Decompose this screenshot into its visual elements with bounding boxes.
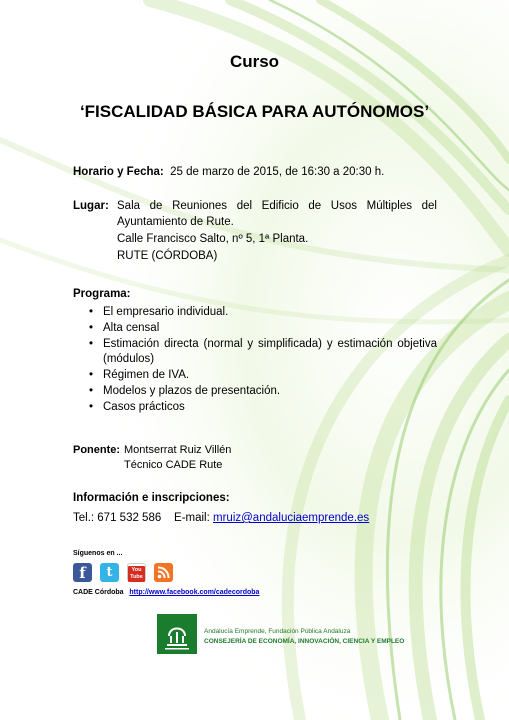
junta-andalucia-emblem-icon — [157, 614, 197, 654]
email-label: E-mail: — [174, 512, 210, 524]
course-kicker: Curso — [229, 52, 280, 71]
speaker-name: Montserrat Ruiz Villén — [124, 444, 232, 456]
contact-line — [73, 512, 369, 524]
program-item-continuation: (módulos) — [103, 353, 155, 365]
twitter-icon[interactable]: t — [100, 563, 119, 582]
follow-us-label: Síguenos en ... — [73, 550, 123, 557]
schedule-label: Horario y Fecha: — [73, 166, 164, 178]
contact-label: Información e inscripciones: — [73, 492, 230, 504]
cade-label: CADE Córdoba — [73, 589, 124, 596]
schedule-value: 25 de marzo de 2015, de 16:30 a 20:30 h. — [170, 166, 385, 178]
program-item: • Modelos y plazos de presentación. — [103, 385, 280, 397]
cade-line — [73, 589, 259, 596]
location-line-4: RUTE (CÓRDOBA) — [117, 250, 218, 262]
rss-icon[interactable] — [154, 563, 173, 582]
facebook-icon[interactable]: f — [73, 563, 92, 582]
program-item: • Estimación directa (normal y simplificada) y estimación objetiva — [103, 338, 437, 350]
youtube-icon-text: You Tube — [128, 566, 145, 582]
program-item: • Casos prácticos — [103, 401, 185, 413]
course-title: ‘FISCALIDAD BÁSICA PARA AUTÓNOMOS’ — [79, 102, 430, 121]
location-line-3: Calle Francisco Salto, nº 5, 1ª Planta. — [117, 233, 309, 245]
program-item: • Régimen de IVA. — [103, 369, 189, 381]
program-item: • El empresario individual. — [103, 306, 228, 318]
location-line-1: Sala de Reuniones del Edificio de Usos Múltiples del — [117, 200, 437, 212]
org-line: Andalucía Emprende, Fundación Pública Andaluza — [204, 628, 351, 635]
rss-glyph — [154, 563, 173, 582]
junta-andalucia-logo — [157, 614, 197, 654]
program-label: Programa: — [73, 288, 131, 300]
facebook-page-link[interactable]: http://www.facebook.com/cadecordoba — [129, 589, 260, 596]
speaker-role: Técnico CADE Rute — [124, 459, 223, 471]
ministry-line: CONSEJERÍA DE ECONOMÍA, INNOVACIÓN, CIENCIA Y EMPLEO — [204, 638, 405, 645]
program-item: • Alta censal — [103, 322, 159, 334]
email-link[interactable]: mruiz@andaluciaemprende.es — [213, 512, 370, 524]
speaker-label: Ponente: — [73, 444, 121, 456]
phone-number: Tel.: 671 532 586 — [73, 512, 162, 524]
youtube-icon[interactable] — [127, 563, 146, 582]
location-line-2: Ayuntamiento de Rute. — [117, 216, 234, 228]
schedule-line — [73, 166, 384, 178]
location-label: Lugar: — [73, 200, 109, 212]
